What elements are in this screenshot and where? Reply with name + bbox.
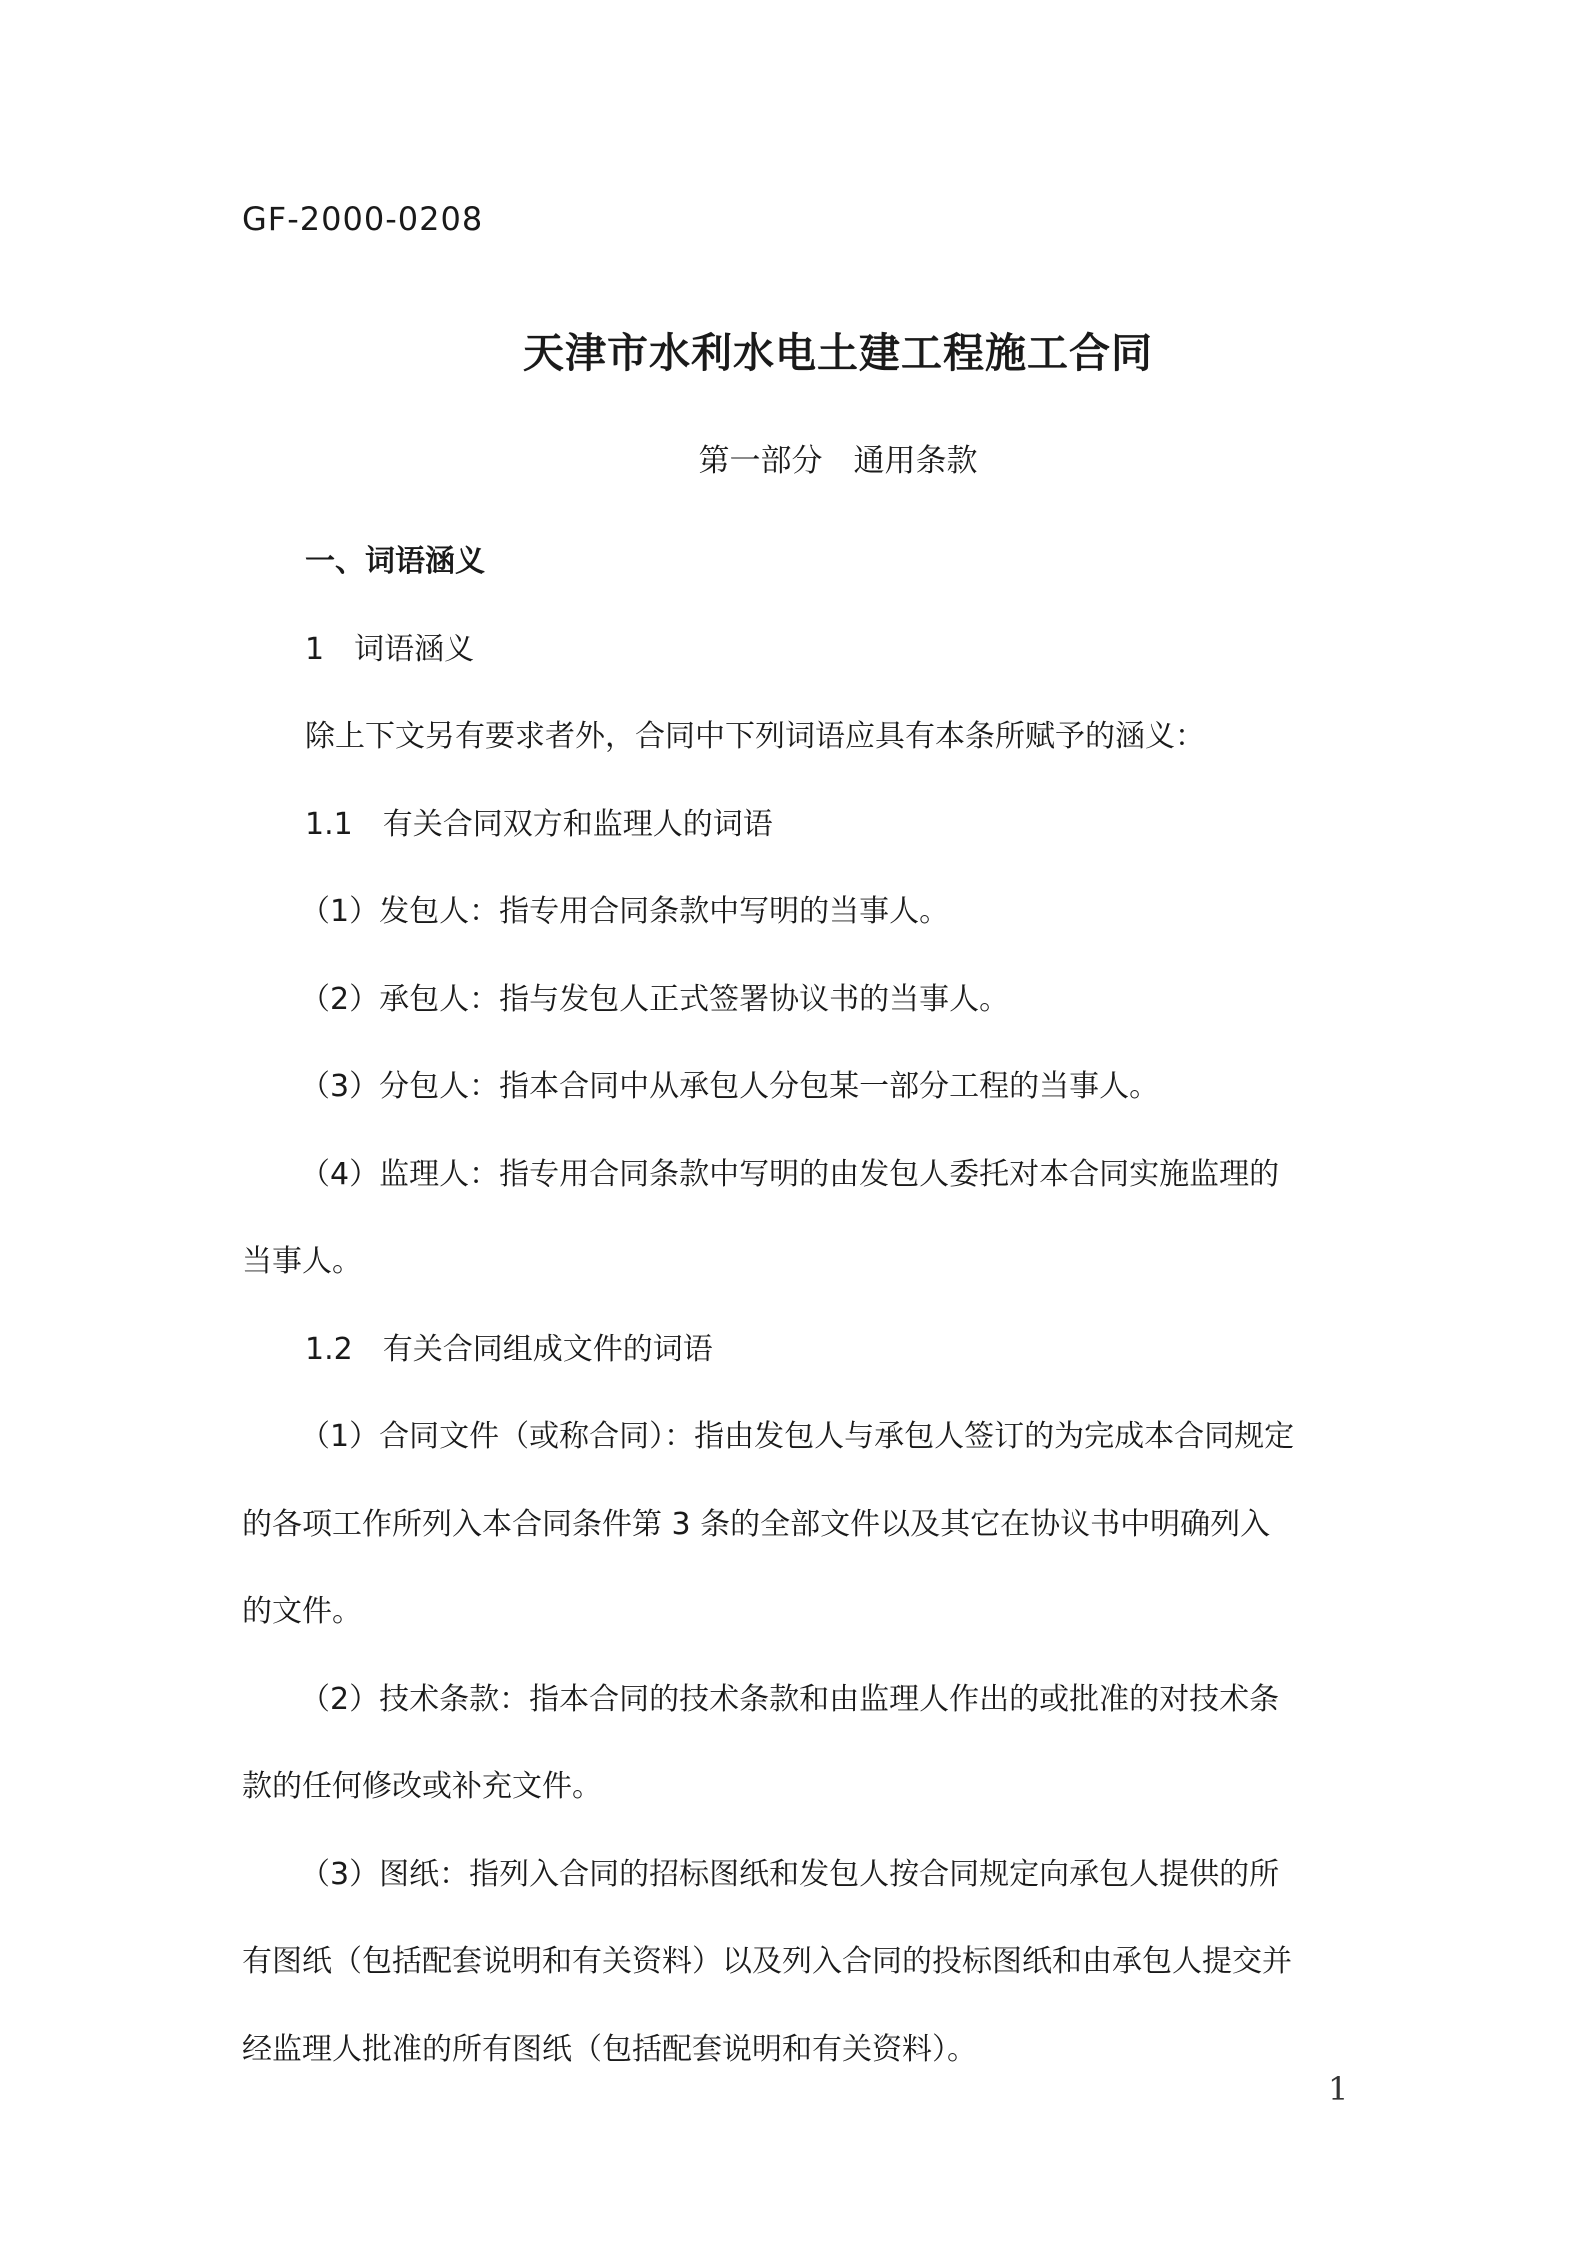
text-line: 款的任何修改或补充文件。	[242, 1769, 602, 1804]
text-line: 的文件。	[242, 1594, 362, 1629]
document-body	[242, 518, 1362, 2093]
text-line: （2）技术条款：指本合同的技术条款和由监理人作出的或批准的对技术条	[300, 1681, 1280, 1717]
text-line: 1.2 有关合同组成文件的词语	[305, 1331, 713, 1367]
text-line: 经监理人批准的所有图纸（包括配套说明和有关资料）。	[242, 2031, 977, 2067]
text-line: （3）图纸：指列入合同的招标图纸和发包人按合同规定向承包人提供的所	[300, 1856, 1280, 1892]
text-line: （2）承包人：指与发包人正式签署协议书的当事人。	[300, 981, 1010, 1017]
text-line: 1.1 有关合同双方和监理人的词语	[305, 806, 773, 842]
text-line: （1）发包人：指专用合同条款中写明的当事人。	[300, 894, 950, 929]
text-line: 的各项工作所列入本合同条件第 3 条的全部文件以及其它在协议书中明确列入	[242, 1506, 1271, 1542]
text-line: （4）监理人：指专用合同条款中写明的由发包人委托对本合同实施监理的	[300, 1156, 1280, 1192]
text-line: 有图纸（包括配套说明和有关资料）以及列入合同的投标图纸和由承包人提交并	[242, 1944, 1292, 1979]
text-line: 除上下文另有要求者外，合同中下列词语应具有本条所赋予的涵义：	[305, 719, 1205, 754]
part-title: 第一部分 通用条款	[698, 443, 978, 479]
text-line: （1）合同文件（或称合同）：指由发包人与承包人签订的为完成本合同规定	[300, 1419, 1295, 1454]
document-code: GF-2000-0208	[242, 200, 484, 238]
text-line: （3）分包人：指本合同中从承包人分包某一部分工程的当事人。	[300, 1069, 1160, 1104]
page-number: 1	[1328, 2070, 1349, 2108]
document-title: 天津市水利水电土建工程施工合同	[523, 329, 1153, 377]
text-line: 一、词语涵义	[305, 544, 485, 579]
text-line: 1 词语涵义	[305, 631, 475, 667]
text-line: 当事人。	[242, 1244, 362, 1279]
